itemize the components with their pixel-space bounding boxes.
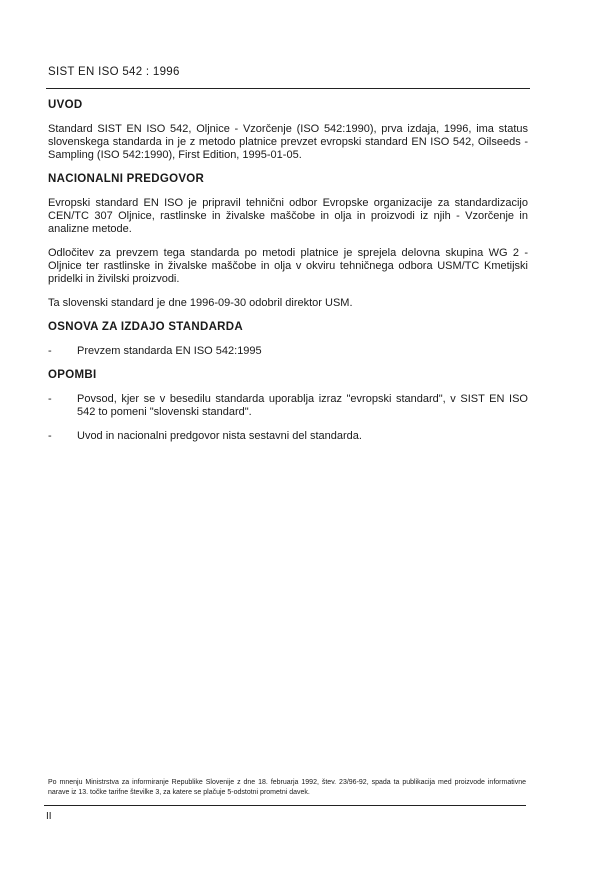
paragraph-nacionalni-2: Odločitev za prevzem tega standarda po metodi platnice je sprejela delovna skupina WG 2 - Oljnice ter rastlinske in živalske maščobe in olja v okviru tehničnega odbora USM/TC Kmetijski pridelki in živilski proizvodi.: [48, 247, 528, 285]
list-dash: -: [48, 345, 52, 357]
paragraph-uvod: Standard SIST EN ISO 542, Oljnice - Vzorčenje (ISO 542:1990), prva izdaja, 1996, ima status slovenskega standarda in je z metodo platnice prevzet evropski standard EN ISO 542, Oilseeds - Sampling (ISO 542:1990), First Edition, 1995-01-05.: [48, 123, 528, 161]
section-osnova: [48, 321, 528, 358]
list-item-text: Prevzem standarda EN ISO 542:1995: [77, 345, 262, 357]
section-opombi: [48, 369, 528, 443]
list-dash: -: [48, 393, 52, 405]
section-nacionalni-predgovor: [48, 173, 528, 310]
footer-divider: [44, 805, 526, 806]
footnote: Po mnenju Ministrstva za informiranje Republike Slovenije z dne 18. februarja 1992, štev. 23/96-92, spada ta publikacija med proizvode informativne narave iz 13. točke tarifne številke 3, za katere se plačuje 5-odstotni prometni davek.: [48, 779, 526, 796]
list-item: [48, 345, 528, 358]
section-heading-opombi: OPOMBI: [48, 369, 97, 381]
list-item-text: Povsod, kjer se v besedilu standarda uporablja izraz "evropski standard", v SIST EN ISO 542 to pomeni "slovenski standard".: [77, 393, 528, 418]
document-header: SIST EN ISO 542 : 1996: [48, 66, 180, 78]
list-item-text: Uvod in nacionalni predgovor nista sestavni del standarda.: [77, 430, 362, 442]
section-heading-uvod: UVOD: [48, 99, 83, 111]
list-item: [48, 430, 528, 443]
section-heading-osnova: OSNOVA ZA IZDAJO STANDARDA: [48, 321, 243, 333]
paragraph-nacionalni-1: Evropski standard EN ISO je pripravil tehnični odbor Evropske organizacije za standardizacijo CEN/TC 307 Oljnice, rastlinske in živalske maščobe in olja in proizvodi iz njih - Vzorčenje in analizne metode.: [48, 197, 528, 235]
paragraph-nacionalni-3: Ta slovenski standard je dne 1996-09-30 odobril direktor USM.: [48, 297, 353, 309]
page-number: II: [46, 811, 52, 822]
document-body: [48, 99, 528, 454]
section-heading-nacionalni-predgovor: NACIONALNI PREDGOVOR: [48, 173, 205, 185]
header-divider: [46, 88, 530, 89]
list-item: [48, 393, 528, 419]
section-uvod: [48, 99, 528, 162]
list-dash: -: [48, 430, 52, 442]
